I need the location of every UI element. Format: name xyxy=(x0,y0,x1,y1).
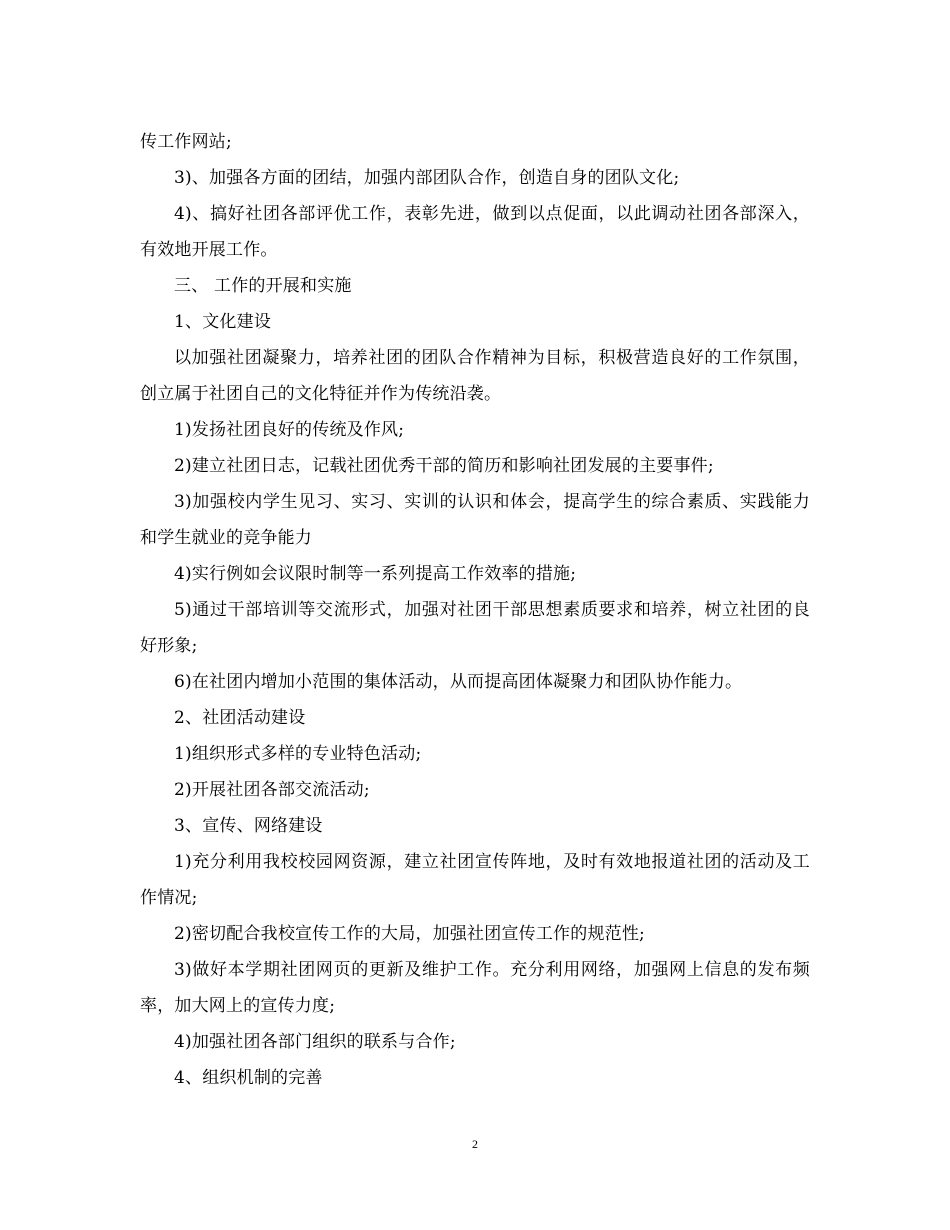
paragraph: 5)通过干部培训等交流形式，加强对社团干部思想素质要求和培养，树立社团的良好形象; xyxy=(140,600,810,656)
paragraph: 4)加强社团各部门组织的联系与合作; xyxy=(174,1032,456,1052)
paragraph: 3)加强校内学生见习、实习、实训的认识和体会，提高学生的综合素质、实践能力和学生就业的竞争能力 xyxy=(140,492,810,548)
paragraph: 传工作网站; xyxy=(140,132,232,152)
paragraph: 6)在社团内增加小范围的集体活动，从而提高团体凝聚力和团队协作能力。 xyxy=(174,672,743,692)
paragraph: 3)、加强各方面的团结，加强内部团队合作，创造自身的团队文化; xyxy=(174,168,680,188)
paragraph: 3)做好本学期社团网页的更新及维护工作。充分利用网络，加强网上信息的发布频率，加大网上的宣传力度; xyxy=(140,960,810,1016)
paragraph: 4、组织机制的完善 xyxy=(174,1068,323,1088)
paragraph: 2)开展社团各部交流活动; xyxy=(174,780,370,800)
paragraph: 1)发扬社团良好的传统及作风; xyxy=(174,420,405,440)
paragraph: 2、社团活动建设 xyxy=(174,708,306,728)
paragraph: 1)组织形式多样的专业特色活动; xyxy=(174,744,422,764)
paragraph: 4)实行例如会议限时制等一系列提高工作效率的措施; xyxy=(174,564,577,584)
paragraph: 2)建立社团日志，记载社团优秀干部的简历和影响社团发展的主要事件; xyxy=(174,456,714,476)
paragraph: 1、文化建设 xyxy=(174,312,272,332)
paragraph: 3、宣传、网络建设 xyxy=(174,816,323,836)
document-body xyxy=(140,124,810,1096)
paragraph: 1)充分利用我校校园网资源，建立社团宣传阵地，及时有效地报道社团的活动及工作情况; xyxy=(140,852,810,908)
paragraph: 以加强社团凝聚力，培养社团的团队合作精神为目标，积极营造良好的工作氛围，创立属于社团自己的文化特征并作为传统沿袭。 xyxy=(140,348,810,404)
paragraph: 三、 工作的开展和实施 xyxy=(174,276,352,296)
paragraph: 4)、搞好社团各部评优工作，表彰先进，做到以点促面，以此调动社团各部深入，有效地开展工作。 xyxy=(140,204,810,260)
paragraph: 2)密切配合我校宣传工作的大局，加强社团宣传工作的规范性; xyxy=(174,924,645,944)
page-number: 2 xyxy=(472,1137,478,1151)
